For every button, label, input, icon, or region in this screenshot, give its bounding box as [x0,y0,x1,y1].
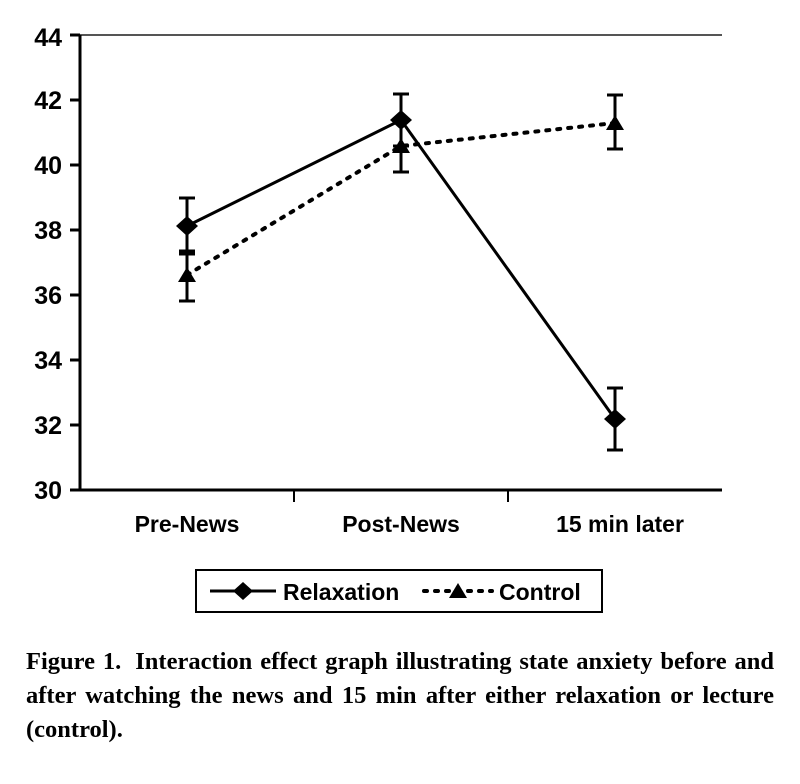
x-axis-ticks [294,490,508,502]
y-tick-label-42: 42 [34,87,62,115]
series-relaxation [176,94,626,450]
y-tick-label-30: 30 [34,477,62,505]
y-tick-label-40: 40 [34,152,62,180]
figure-caption [26,645,774,747]
y-tick-label-36: 36 [34,282,62,310]
figure-caption-label: Figure 1. [26,648,122,675]
y-tick-label-44: 44 [34,24,62,52]
y-tick-label-32: 32 [34,412,62,440]
x-category-label-pre-news: Pre-News [134,511,240,537]
x-category-label-15-min-later: 15 min later [556,511,684,537]
chart-legend [196,570,602,612]
x-category-label-post-news: Post-News [342,511,460,537]
legend-label-control: Control [499,579,581,605]
figure-caption-text: Interaction effect graph illustrating state anxiety before and after watching the news and 15 min after either relaxation or lecture (control). [26,648,774,743]
y-tick-label-34: 34 [34,347,62,375]
y-tick-label-38: 38 [34,217,62,245]
legend-label-relaxation: Relaxation [283,579,400,605]
